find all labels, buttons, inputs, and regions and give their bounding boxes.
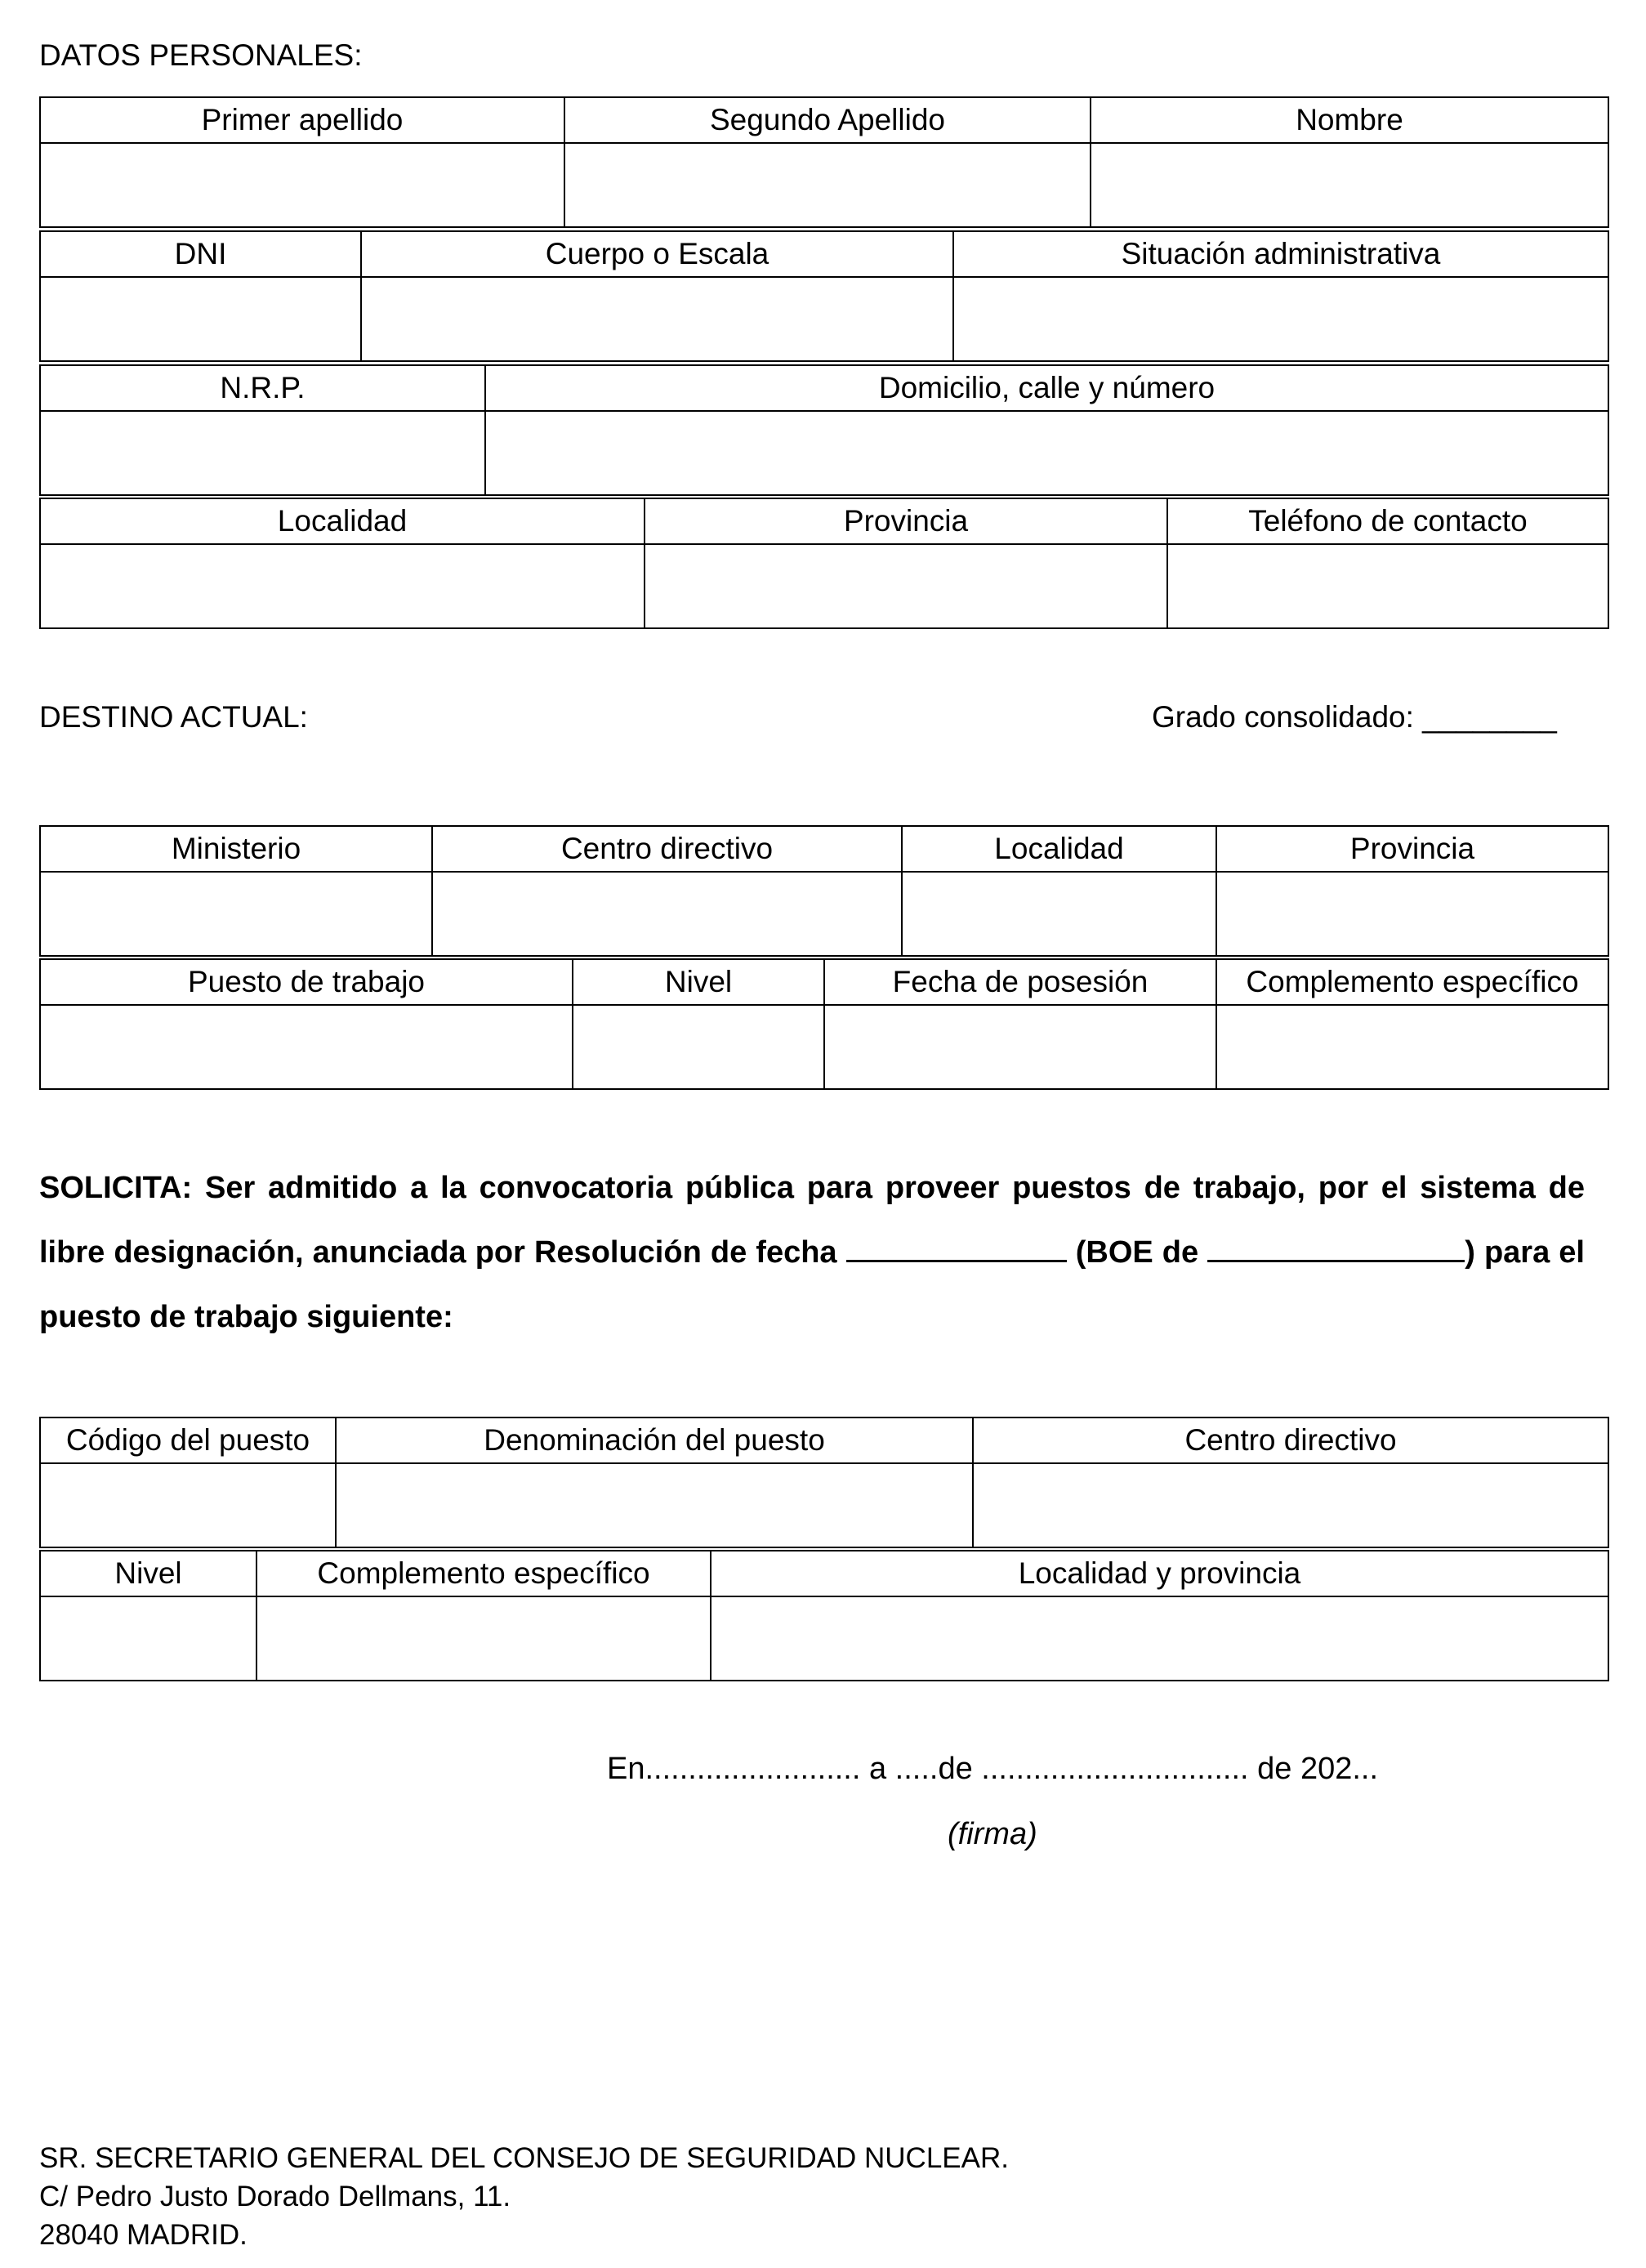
field-nivel[interactable] [573,1005,824,1089]
header-codigo-puesto: Código del puesto [40,1418,336,1463]
header-telefono: Teléfono de contacto [1167,498,1608,544]
request-paragraph [39,1156,1585,1350]
field-dni[interactable] [40,277,361,361]
request-text-part2: (BOE de [1066,1235,1208,1270]
header-localidad-provincia: Localidad y provincia [711,1551,1608,1596]
boe-date-blank[interactable] [1207,1235,1465,1262]
destino-table-job [39,958,1609,1090]
field-fecha-posesion[interactable] [824,1005,1216,1089]
request-text-part1: SOLICITA: Ser admitido a la convocatoria pública para proveer puestos de trabajo, por el sistema de libre designación, anunciada por Resolución de fecha [39,1171,1585,1270]
field-puesto-nivel[interactable] [40,1596,256,1681]
header-domicilio: Domicilio, calle y número [485,365,1608,411]
puesto-table-detail [39,1550,1609,1681]
header-nivel: Nivel [573,959,824,1005]
header-localidad: Localidad [40,498,645,544]
signature-label: (firma) [948,1817,1037,1851]
field-segundo-apellido[interactable] [564,143,1091,227]
field-destino-localidad[interactable] [902,872,1216,956]
field-codigo-puesto[interactable] [40,1463,336,1547]
field-puesto-trabajo[interactable] [40,1005,573,1089]
current-post-heading: DESTINO ACTUAL: [39,700,308,734]
header-situacion-administrativa: Situación administrativa [953,231,1608,277]
header-primer-apellido: Primer apellido [40,97,564,143]
field-telefono[interactable] [1167,544,1608,628]
header-centro-directivo: Centro directivo [432,826,902,872]
field-provincia[interactable] [645,544,1167,628]
header-provincia: Provincia [645,498,1167,544]
header-puesto-centro-directivo: Centro directivo [973,1418,1608,1463]
puesto-table-main [39,1417,1609,1548]
header-nombre: Nombre [1091,97,1608,143]
field-domicilio[interactable] [485,411,1608,495]
header-puesto-trabajo: Puesto de trabajo [40,959,573,1005]
personal-table-names [39,96,1609,228]
field-destino-provincia[interactable] [1216,872,1608,956]
field-cuerpo-escala[interactable] [361,277,953,361]
resolution-date-blank[interactable] [846,1235,1067,1262]
header-complemento-especifico: Complemento específico [1216,959,1608,1005]
field-primer-apellido[interactable] [40,143,564,227]
field-puesto-centro-directivo[interactable] [973,1463,1608,1547]
personal-data-heading: DATOS PERSONALES: [39,38,363,72]
recipient-line: SR. SECRETARIO GENERAL DEL CONSEJO DE SEGURIDAD NUCLEAR. [39,2142,1009,2174]
field-localidad[interactable] [40,544,645,628]
field-localidad-provincia[interactable] [711,1596,1608,1681]
destino-table-org [39,825,1609,957]
field-denominacion-puesto[interactable] [336,1463,973,1547]
header-fecha-posesion: Fecha de posesión [824,959,1216,1005]
header-destino-provincia: Provincia [1216,826,1608,872]
header-puesto-nivel: Nivel [40,1551,256,1596]
request-text-part3: ) para el puesto de trabajo siguiente: [39,1235,1585,1334]
header-nrp: N.R.P. [40,365,485,411]
personal-table-address [39,364,1609,496]
header-puesto-complemento: Complemento específico [256,1551,711,1596]
header-destino-localidad: Localidad [902,826,1216,872]
header-denominacion-puesto: Denominación del puesto [336,1418,973,1463]
personal-table-location [39,498,1609,629]
header-cuerpo-escala: Cuerpo o Escala [361,231,953,277]
place-date-line: En......................... a .....de ............................... de 202... [607,1752,1379,1786]
field-situacion-administrativa[interactable] [953,277,1608,361]
field-centro-directivo[interactable] [432,872,902,956]
header-segundo-apellido: Segundo Apellido [564,97,1091,143]
field-complemento-especifico[interactable] [1216,1005,1608,1089]
field-nombre[interactable] [1091,143,1608,227]
header-ministerio: Ministerio [40,826,432,872]
street-line: C/ Pedro Justo Dorado Dellmans, 11. [39,2181,511,2212]
field-puesto-complemento[interactable] [256,1596,711,1681]
city-line: 28040 MADRID. [39,2219,248,2251]
personal-table-id [39,230,1609,362]
field-nrp[interactable] [40,411,485,495]
header-dni: DNI [40,231,361,277]
grado-consolidado-label: Grado consolidado: ________ [1152,700,1557,734]
field-ministerio[interactable] [40,872,432,956]
